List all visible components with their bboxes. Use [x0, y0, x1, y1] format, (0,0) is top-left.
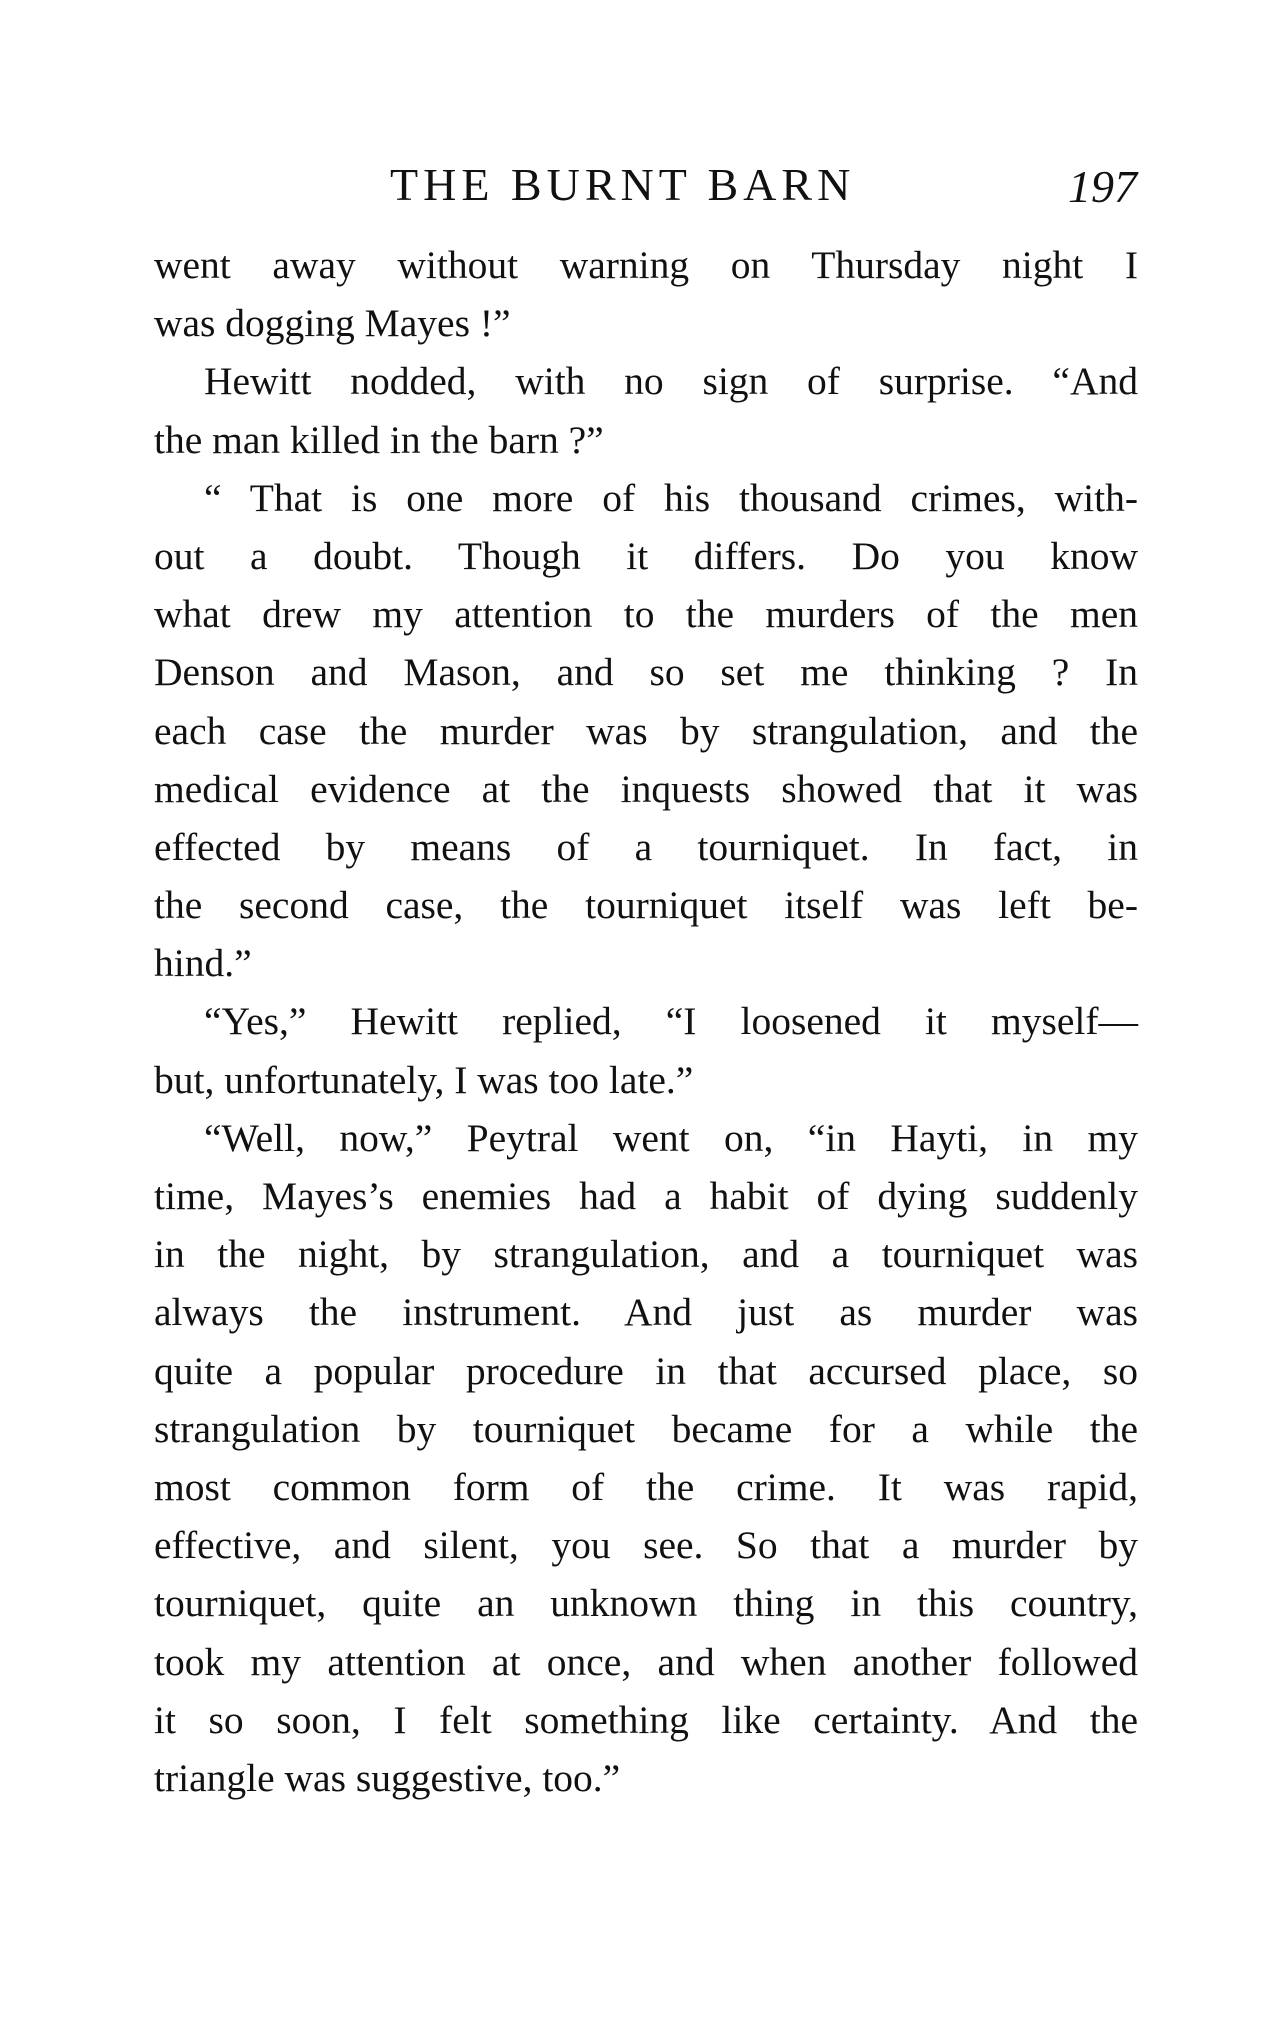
text-line: it so soon, I felt something like certainty. And the	[154, 1697, 1138, 1742]
text-line: Hewitt nodded, with no sign of surprise. “And	[204, 359, 1138, 404]
text-line: always the instrument. And just as murder was	[154, 1290, 1138, 1335]
page-number: 197	[1068, 161, 1137, 212]
text-line: time, Mayes’s enemies had a habit of dying suddenly	[154, 1174, 1138, 1218]
text-line: each case the murder was by strangulation, and the	[154, 708, 1138, 753]
text-line: “Well, now,” Peytral went on, “in Hayti, in my	[204, 1115, 1138, 1160]
running-title: THE BURNT BARN	[390, 159, 856, 210]
text-line: went away without warning on Thursday night I	[154, 243, 1138, 287]
text-line: tourniquet, quite an unknown thing in this country,	[154, 1581, 1138, 1626]
text-line: what drew my attention to the murders of the men	[154, 592, 1138, 637]
text-line: Denson and Mason, and so set me thinking ? In	[154, 650, 1138, 695]
body-text	[154, 236, 1138, 1807]
text-line: effected by means of a tourniquet. In fact, in	[154, 824, 1138, 869]
text-line: the man killed in the barn ?”	[154, 417, 604, 462]
text-line: in the night, by strangulation, and a tourniquet was	[154, 1232, 1138, 1277]
text-line: triangle was suggestive, too.”	[154, 1755, 621, 1800]
running-head	[0, 158, 1265, 218]
text-line: the second case, the tourniquet itself was left be-	[154, 883, 1138, 928]
text-line: strangulation by tourniquet became for a while the	[154, 1406, 1138, 1451]
text-line: “ That is one more of his thousand crimes, with-	[204, 475, 1138, 520]
text-line: but, unfortunately, I was too late.”	[154, 1057, 694, 1102]
text-line: “Yes,” Hewitt replied, “I loosened it myself—	[204, 999, 1138, 1044]
text-line: was dogging Mayes !”	[154, 301, 511, 346]
text-line: quite a popular procedure in that accursed place, so	[154, 1348, 1138, 1393]
text-line: effective, and silent, you see. So that a murder by	[154, 1523, 1138, 1568]
text-line: hind.”	[154, 941, 252, 986]
text-line: out a doubt. Though it differs. Do you know	[154, 533, 1138, 578]
text-line: medical evidence at the inquests showed that it was	[154, 766, 1138, 811]
text-line: most common form of the crime. It was rapid,	[154, 1464, 1138, 1509]
text-line: took my attention at once, and when another followed	[154, 1639, 1138, 1684]
